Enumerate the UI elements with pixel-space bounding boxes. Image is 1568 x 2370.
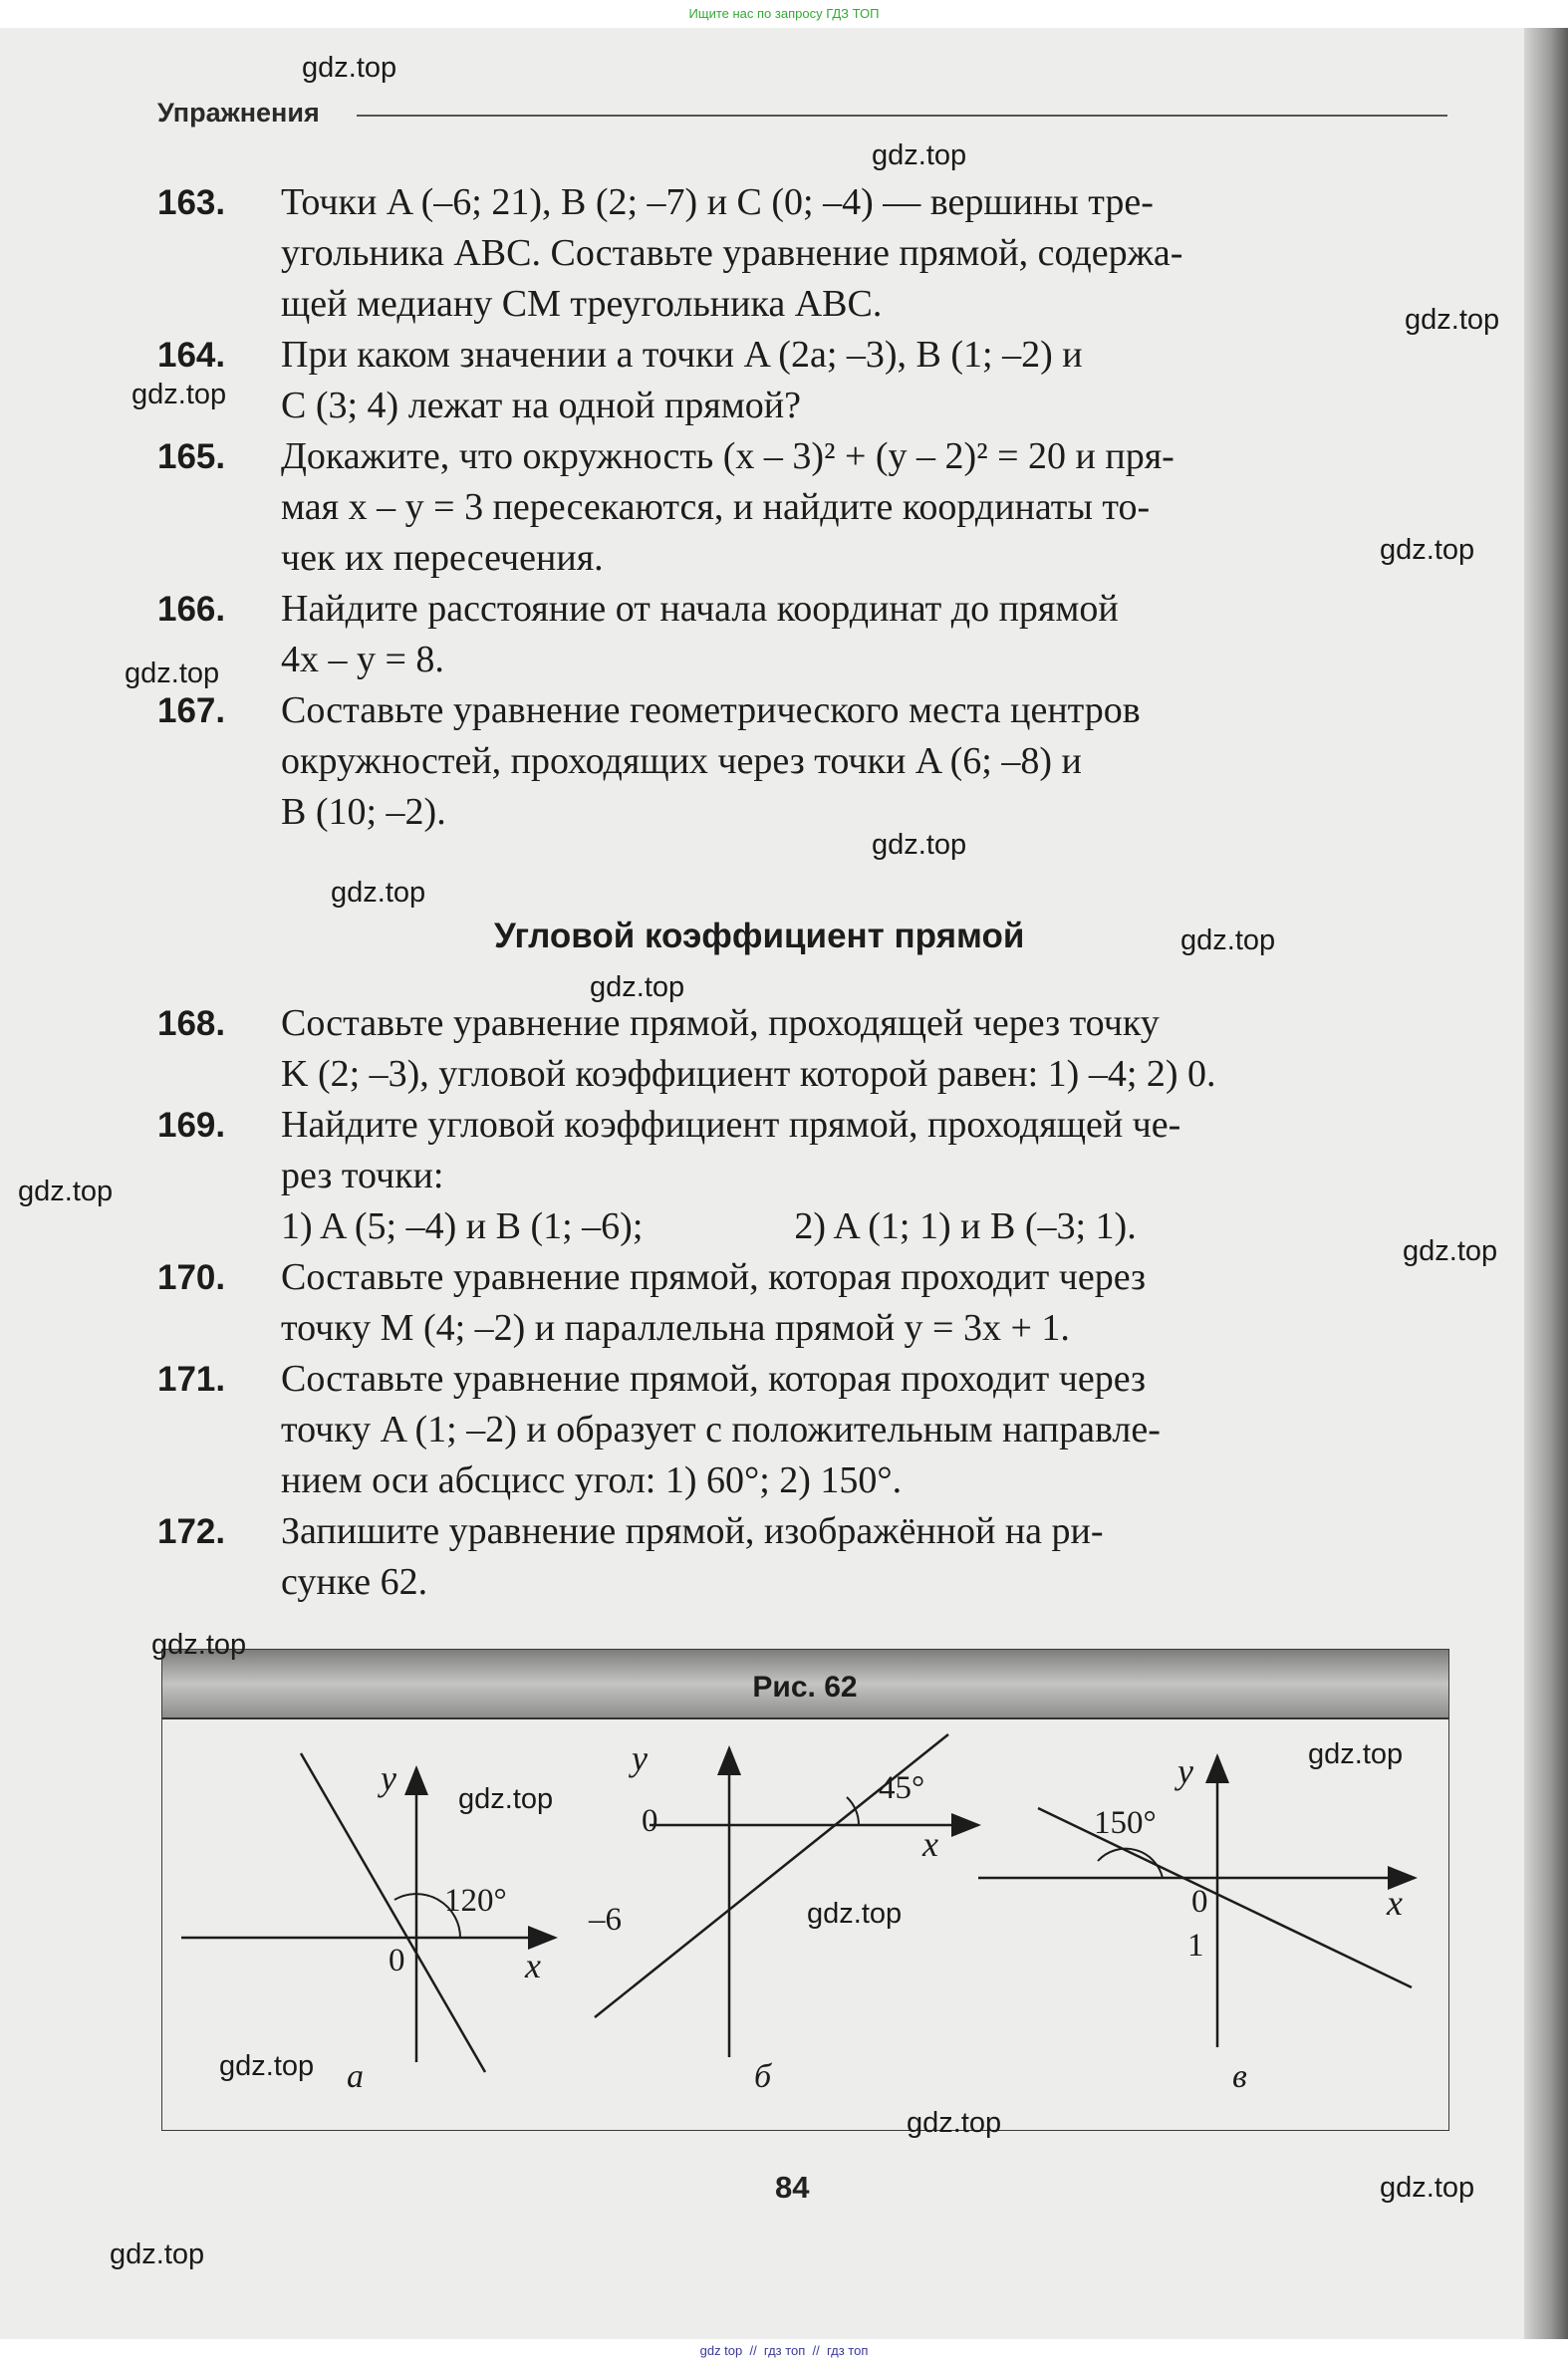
top-banner[interactable]: Ищите нас по запросу ГДЗ ТОП [688, 6, 880, 21]
panel-label: б [754, 2058, 772, 2095]
watermark: gdz.top [1380, 2172, 1475, 2204]
origin-label: 0 [1191, 1884, 1208, 1920]
exercise-line: угольника ABC. Составьте уравнение прямой, содержа- [281, 232, 1183, 274]
watermark: gdz.top [151, 1629, 247, 1661]
exercise-number: 171. [157, 1360, 226, 1399]
angle-label: 120° [444, 1883, 507, 1919]
exercise-line: точку M (4; –2) и параллельна прямой y = 3x + 1. [281, 1307, 1070, 1349]
watermark: gdz.top [18, 1176, 114, 1207]
angle-label: 150° [1094, 1805, 1157, 1841]
exercise-165 [157, 431, 1452, 584]
y-axis-label: y [632, 1738, 648, 1778]
watermark: gdz.top [219, 2050, 315, 2082]
exercise-line: K (2; –3), угловой коэффициент которой равен: 1) –4; 2) 0. [281, 1053, 1216, 1095]
exercise-166 [157, 584, 1452, 685]
watermark: gdz.top [1405, 304, 1500, 336]
exercise-line: Запишите уравнение прямой, изображённой на ри- [281, 1510, 1104, 1552]
intercept-label: –6 [589, 1902, 622, 1938]
exercise-line: нием оси абсцисс угол: 1) 60°; 2) 150°. [281, 1459, 903, 1501]
exercise-line: 1) A (5; –4) и B (1; –6); 2) A (1; 1) и B (–3; 1). [281, 1205, 1137, 1247]
panel-label: а [347, 2058, 364, 2095]
watermark: gdz.top [1403, 1235, 1498, 1267]
watermark: gdz.top [302, 52, 397, 84]
exercise-line: сунке 62. [281, 1561, 428, 1603]
exercise-line: щей медиану CM треугольника ABC. [281, 283, 883, 325]
figure-caption: Рис. 62 [752, 1671, 858, 1704]
watermark: gdz.top [807, 1898, 903, 1930]
origin-label: 0 [642, 1803, 658, 1839]
page-number: 84 [775, 2170, 810, 2205]
x-axis-label: x [922, 1824, 938, 1864]
exercise-172 [157, 1506, 1452, 1608]
y-axis-label: y [1177, 1751, 1193, 1791]
exercise-line: Составьте уравнение прямой, которая проходит через [281, 1256, 1147, 1298]
exercise-line: окружностей, проходящих через точки A (6; –8) и [281, 740, 1082, 782]
exercise-line: Составьте уравнение прямой, проходящей через точку [281, 1002, 1160, 1044]
exercise-number: 170. [157, 1258, 226, 1297]
exercise-number: 172. [157, 1512, 226, 1551]
exercise-line: 4x – y = 8. [281, 639, 444, 680]
exercise-171 [157, 1354, 1452, 1506]
exercise-line: рез точки: [281, 1155, 444, 1196]
section-rule [357, 115, 1447, 117]
exercise-line: точку A (1; –2) и образует с положительным направле- [281, 1409, 1161, 1450]
panel-label: в [1232, 2058, 1247, 2095]
exercise-167 [157, 685, 1452, 838]
origin-label: 0 [389, 1943, 405, 1978]
exercise-number: 169. [157, 1106, 226, 1145]
watermark: gdz.top [458, 1783, 554, 1815]
y-axis-label: y [381, 1758, 396, 1798]
watermark: gdz.top [590, 971, 685, 1003]
watermark: gdz.top [1380, 534, 1475, 566]
watermark: gdz.top [1308, 1738, 1404, 1770]
watermark: gdz.top [110, 2238, 205, 2270]
watermark: gdz.top [1180, 924, 1276, 956]
exercise-163 [157, 177, 1452, 330]
exercise-169 [157, 1100, 1452, 1252]
bottom-banner[interactable]: gdz top // гдз топ // гдз топ [699, 2343, 869, 2358]
watermark: gdz.top [872, 139, 967, 171]
exercise-number: 168. [157, 1004, 226, 1043]
section-title: Упражнения [157, 98, 320, 128]
exercise-line: C (3; 4) лежат на одной прямой? [281, 385, 801, 426]
exercise-line: Докажите, что окружность (x – 3)² + (y – 2)² = 20 и пря- [281, 435, 1175, 477]
exercise-number: 165. [157, 437, 226, 476]
exercise-line: Составьте уравнение геометрического места центров [281, 689, 1141, 731]
exercise-line: чек их пересечения. [281, 537, 604, 579]
x-axis-label: x [525, 1946, 541, 1985]
page-edge-shadow [1524, 28, 1568, 2339]
subsection-title: Угловой коэффициент прямой [494, 917, 1025, 955]
watermark: gdz.top [907, 2107, 1002, 2139]
exercise-line: мая x – y = 3 пересекаются, и найдите координаты то- [281, 486, 1151, 528]
exercise-number: 163. [157, 183, 226, 222]
exercise-164 [157, 330, 1452, 431]
watermark: gdz.top [872, 829, 967, 861]
exercise-170 [157, 1252, 1452, 1354]
exercise-number: 164. [157, 336, 226, 375]
angle-label: 45° [879, 1770, 925, 1806]
exercise-line: Точки A (–6; 21), B (2; –7) и C (0; –4) — вершины тре- [281, 181, 1154, 223]
exercise-line: B (10; –2). [281, 791, 446, 833]
watermark: gdz.top [131, 379, 227, 410]
watermark: gdz.top [125, 658, 220, 689]
exercise-line: Составьте уравнение прямой, которая проходит через [281, 1358, 1147, 1400]
exercise-number: 166. [157, 590, 226, 629]
exercise-line: Найдите расстояние от начала координат до прямой [281, 588, 1119, 630]
figure-62 [161, 1649, 1449, 2131]
watermark: gdz.top [331, 877, 426, 909]
exercise-number: 167. [157, 691, 226, 730]
intercept-label: 1 [1187, 1928, 1204, 1964]
exercise-line: Найдите угловой коэффициент прямой, проходящей че- [281, 1104, 1181, 1146]
exercise-168 [157, 998, 1452, 1100]
x-axis-label: x [1387, 1883, 1403, 1923]
exercise-line: При каком значении a точки A (2a; –3), B (1; –2) и [281, 334, 1083, 376]
